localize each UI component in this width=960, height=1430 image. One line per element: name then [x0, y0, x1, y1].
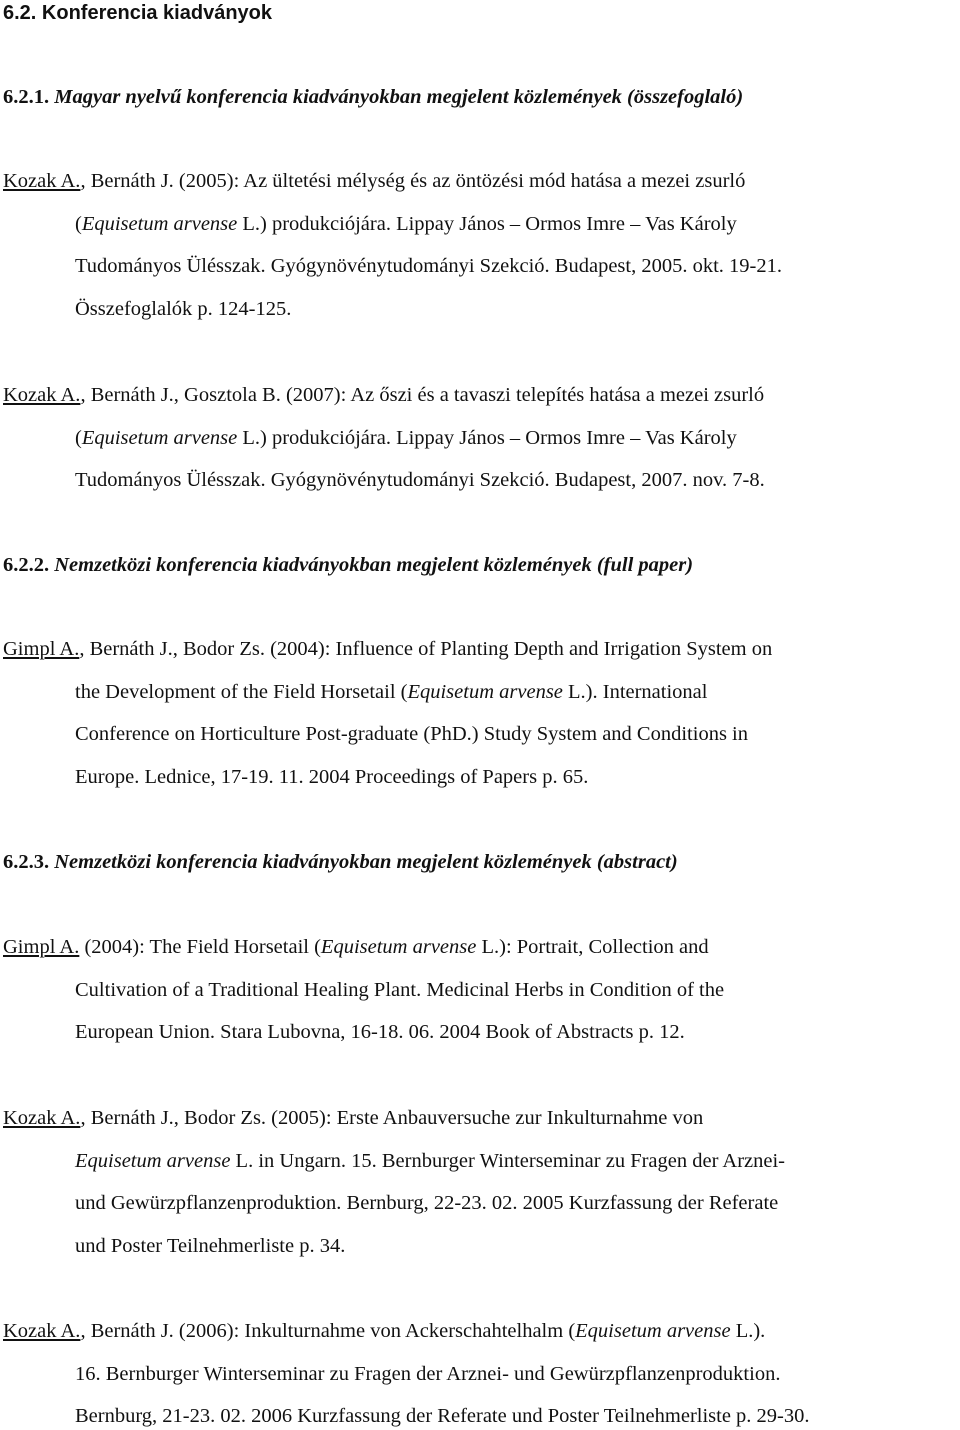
- entry-line: Gimpl A. (2004): The Field Horsetail (Equisetum arvense L.): Portrait, Collection and: [3, 936, 709, 958]
- entry-line: European Union. Stara Lubovna, 16-18. 06. 2004 Book of Abstracts p. 12.: [75, 1021, 685, 1043]
- entry-line: und Poster Teilnehmerliste p. 34.: [75, 1235, 346, 1257]
- entry-line: 16. Bernburger Winterseminar zu Fragen der Arznei- und Gewürzpflanzenproduktion.: [75, 1363, 781, 1385]
- author-name: Kozak A.: [3, 170, 81, 192]
- author-name: Gimpl A.: [3, 936, 80, 958]
- entry-line: Conference on Horticulture Post-graduate (PhD.) Study System and Conditions in: [75, 723, 748, 745]
- species-name: Equisetum arvense: [407, 681, 563, 703]
- species-name: Equisetum arvense: [75, 1150, 231, 1172]
- subsection-heading-full-paper: [3, 553, 693, 577]
- author-name: Gimpl A.: [3, 638, 80, 660]
- subsection-title: Nemzetközi konferencia kiadványokban megjelent közlemények (abstract): [54, 851, 678, 873]
- species-name: Equisetum arvense: [320, 936, 477, 958]
- entry-line: Europe. Lednice, 17-19. 11. 2004 Proceedings of Papers p. 65.: [75, 766, 589, 788]
- subsection-number: 6.2.3.: [3, 851, 50, 873]
- entry-line: Equisetum arvense L. in Ungarn. 15. Bernburger Winterseminar zu Fragen der Arznei-: [75, 1150, 786, 1172]
- author-name: Kozak A.: [3, 384, 81, 406]
- entry-line: und Gewürzpflanzenproduktion. Bernburg, 22-23. 02. 2005 Kurzfassung der Referate: [75, 1192, 779, 1214]
- entry-line: Cultivation of a Traditional Healing Plant. Medicinal Herbs in Condition of the: [75, 979, 725, 1001]
- entry-line: (Equisetum arvense L.) produkciójára. Lippay János – Ormos Imre – Vas Károly: [75, 427, 737, 449]
- subsection-title: Magyar nyelvű konferencia kiadványokban megjelent közlemények (összefoglaló): [54, 86, 744, 108]
- entry-line: Kozak A., Bernáth J., Gosztola B. (2007): Az őszi és a tavaszi telepítés hatása a mezei zsurló: [3, 384, 765, 406]
- author-name: Kozak A.: [3, 1107, 81, 1129]
- entry-line: Kozak A., Bernáth J. (2006): Inkulturnahme von Ackerschahtelhalm (Equisetum arvense L.).: [3, 1320, 766, 1342]
- entry-line: (Equisetum arvense L.) produkciójára. Lippay János – Ormos Imre – Vas Károly: [75, 213, 737, 235]
- subsection-title: Nemzetközi konferencia kiadványokban megjelent közlemények (full paper): [54, 554, 694, 576]
- entry-line: Kozak A., Bernáth J. (2005): Az ültetési mélység és az öntözési mód hatása a mezei zsurló: [3, 170, 746, 192]
- species-name: Equisetum arvense: [575, 1320, 731, 1342]
- entry-line: Tudományos Ülésszak. Gyógynövénytudományi Szekció. Budapest, 2007. nov. 7-8.: [75, 469, 765, 491]
- species-name: Equisetum arvense: [81, 427, 238, 449]
- entry-line: Tudományos Ülésszak. Gyógynövénytudományi Szekció. Budapest, 2005. okt. 19-21.: [75, 255, 782, 277]
- subsection-heading-abstract: [3, 850, 678, 874]
- entry-line: Bernburg, 21-23. 02. 2006 Kurzfassung der Referate und Poster Teilnehmerliste p. 29-30.: [75, 1405, 810, 1427]
- subsection-heading-hungarian: [3, 85, 743, 109]
- entry-line: the Development of the Field Horsetail (Equisetum arvense L.). International: [75, 681, 708, 703]
- entry-line: Összefoglalók p. 124-125.: [75, 298, 292, 320]
- subsection-number: 6.2.2.: [3, 554, 50, 576]
- species-name: Equisetum arvense: [81, 213, 238, 235]
- section-heading: 6.2. Konferencia kiadványok: [3, 2, 273, 24]
- subsection-number: 6.2.1.: [3, 86, 50, 108]
- entry-line: Kozak A., Bernáth J., Bodor Zs. (2005): Erste Anbauversuche zur Inkulturnahme von: [3, 1107, 704, 1129]
- author-name: Kozak A.: [3, 1320, 81, 1342]
- entry-line: Gimpl A., Bernáth J., Bodor Zs. (2004): Influence of Planting Depth and Irrigation System on: [3, 638, 773, 660]
